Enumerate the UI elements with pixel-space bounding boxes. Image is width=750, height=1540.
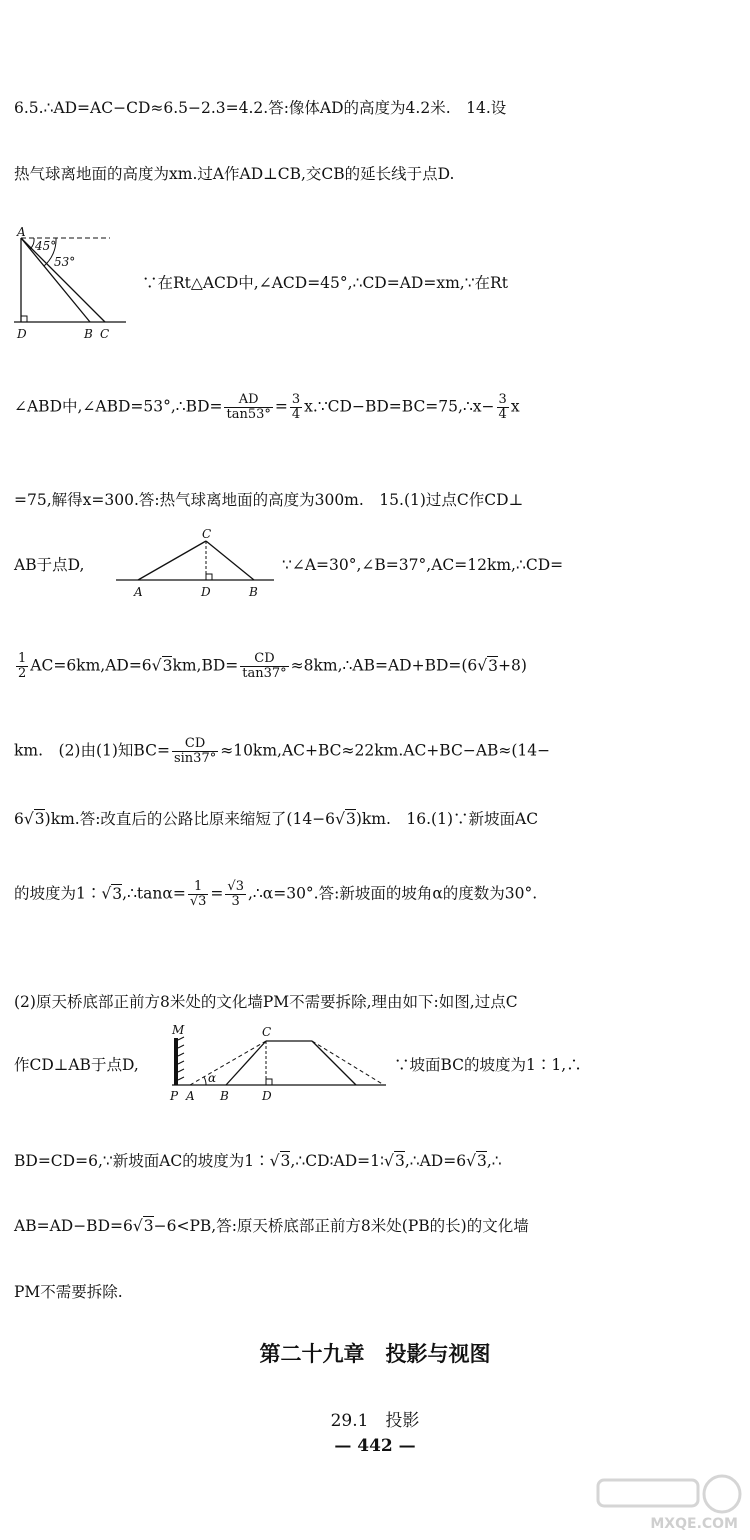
line-5: =75,解得x=300.答:热气球离地面的高度为300m. 15.(1)过点C作CD⊥ <box>14 491 524 509</box>
line-14: AB=AD−BD=6√3−6<PB,答:原天桥底部正前方8米处(PB的长)的文化墙 <box>14 1217 529 1235</box>
diagram1-label-D: D <box>17 327 27 341</box>
row-diagram-3 <box>14 1020 736 1140</box>
section-title: 29.1 投影 <box>330 1411 420 1431</box>
diagram3-label-P: P <box>170 1089 179 1103</box>
diagram3-label-B: B <box>220 1089 229 1103</box>
diagram3-label-alpha: α <box>208 1071 217 1085</box>
row-diagram-2 <box>14 528 736 648</box>
diagram-road-triangle <box>116 528 276 603</box>
line-11: (2)原天桥底部正前方8米处的文化墙PM不需要拆除,理由如下:如图,过点C <box>14 993 518 1011</box>
line-3: ∵在Rt△ACD中,∠ACD=45°,∴CD=AD=xm,∵在Rt <box>142 274 508 292</box>
diagram2-label-D: D <box>201 585 211 599</box>
diagram1-label-A: A <box>17 225 26 239</box>
diagram3-label-A: A <box>186 1089 195 1103</box>
diagram1-label-C: C <box>100 327 110 341</box>
watermark-text: MXQE.COM <box>650 1516 738 1532</box>
page-number: — 442 — <box>334 1436 416 1456</box>
watermark-logo-icon <box>592 1472 742 1516</box>
chapter-title: 第二十九章 投影与视图 <box>259 1342 491 1366</box>
line-13: BD=CD=6,∵新坡面AC的坡度为1∶√3,∴CD∶AD=1∶√3,∴AD=6√3,∴ <box>14 1152 502 1170</box>
diagram1-label-B: B <box>84 327 93 341</box>
line-2: 热气球离地面的高度为xm.过A作AD⊥CB,交CB的延长线于点D. <box>14 165 455 183</box>
line-10: 的坡度为1∶√3,∴tanα= $\frac{1}{√3}$ = $\frac{√3}{3}$ ,∴α=30°.答:新坡面的坡角α的度数为30°. <box>14 879 538 909</box>
line-8: km. (2)由(1)知BC= $\frac{CD}{\sin 37^\circ}$ ≈10km,AC+BC≈22km.AC+BC−AB≈(14− <box>14 736 551 766</box>
line-6b: ∵∠A=30°,∠B=37°,AC=12km,∴CD= <box>282 556 564 574</box>
line-6a: AB于点D, <box>14 556 85 574</box>
line-12a: 作CD⊥AB于点D, <box>14 1056 139 1074</box>
row-diagram-1 <box>14 222 736 342</box>
line-7: $\frac{1}{2}$ AC=6km,AD=6√3km,BD= $\frac{CD}{\tan 37^\circ}$ ≈8km,∴AB=AD+BD=(6√3+8) <box>18 651 527 681</box>
diagram1-label-45: 45° <box>35 239 57 253</box>
watermark <box>592 1472 742 1534</box>
line-9: 6√3)km.答:改直后的公路比原来缩短了(14−6√3)km. 16.(1)∵新坡面AC <box>14 810 539 828</box>
diagram2-label-B: B <box>249 585 258 599</box>
line-15: PM不需要拆除. <box>14 1283 123 1301</box>
diagram2-label-C: C <box>202 528 212 541</box>
line-4: ∠ABD中,∠ABD=53°,∴BD= $\frac{AD}{\tan 53^\circ}$ = $\frac{3}{4}$ x.∵CD−BD=BC=75,∴x− $\frac{3}{4}$ x <box>14 392 520 422</box>
diagram2-label-A: A <box>134 585 143 599</box>
diagram1-label-53: 53° <box>54 255 76 269</box>
line-1: 6.5.∴AD=AC−CD≈6.5−2.3=4.2.答:像体AD的高度为4.2米. 14.设 <box>14 99 507 117</box>
diagram-hot-air-balloon <box>14 222 139 347</box>
diagram3-label-D: D <box>262 1089 272 1103</box>
diagram3-label-M: M <box>172 1023 185 1037</box>
diagram-bridge-slope <box>162 1020 387 1110</box>
line-12b: ∵坡面BC的坡度为1∶1,∴ <box>394 1056 582 1074</box>
diagram3-label-C: C <box>262 1025 272 1039</box>
